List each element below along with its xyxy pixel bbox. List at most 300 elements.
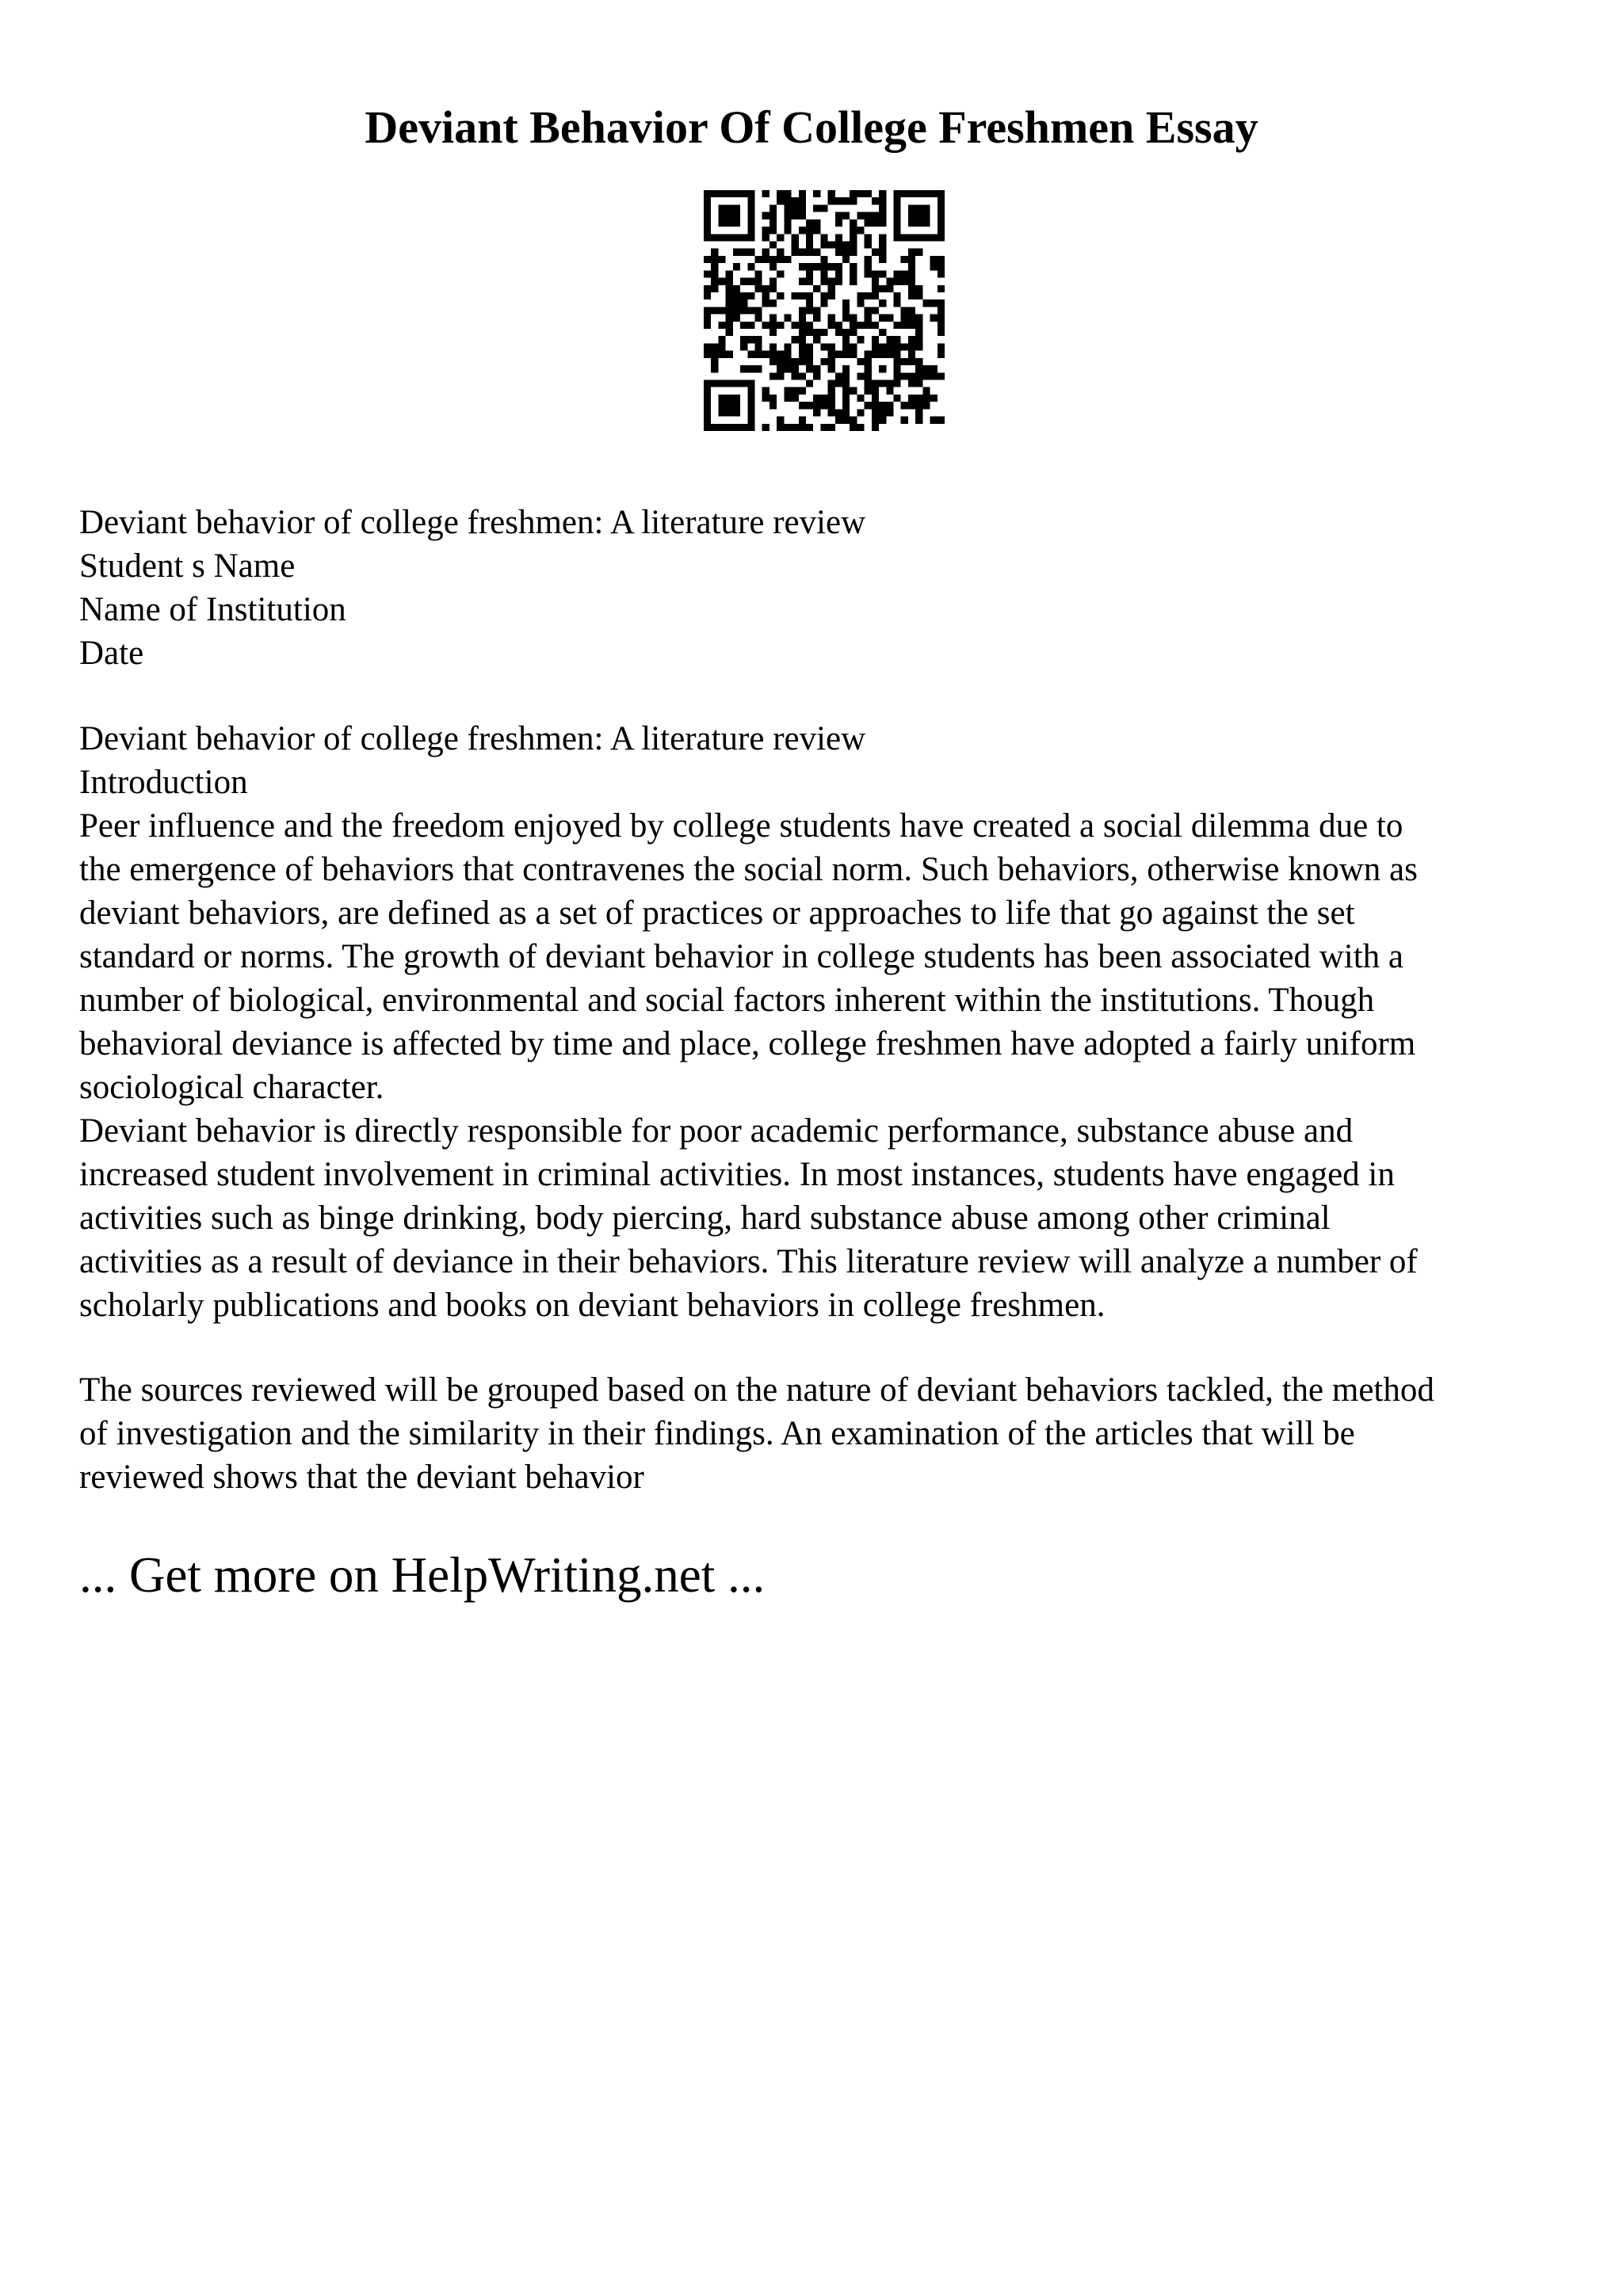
body-text-line: of investigation and the similarity in their findings. An examination of the articles that will be (79, 1415, 1355, 1452)
qr-module (777, 249, 784, 256)
qr-module (806, 270, 813, 277)
qr-module (799, 336, 806, 343)
qr-module (842, 249, 850, 256)
qr-module (828, 351, 835, 358)
qr-module (784, 395, 791, 402)
qr-module (908, 204, 915, 212)
qr-module (872, 322, 879, 329)
qr-module (842, 395, 850, 402)
qr-module (799, 227, 806, 234)
qr-module (726, 380, 733, 387)
qr-module (813, 307, 820, 314)
qr-module (901, 372, 908, 379)
qr-module (828, 197, 835, 204)
qr-module (865, 263, 872, 270)
qr-module (879, 219, 886, 227)
qr-module (930, 365, 938, 372)
qr-module (915, 409, 922, 416)
qr-module (799, 402, 806, 409)
qr-module (908, 351, 915, 358)
qr-module (857, 227, 864, 234)
qr-module (813, 372, 820, 379)
body-heading: Deviant behavior of college freshmen: A literature review (79, 720, 866, 757)
qr-module (915, 212, 922, 219)
qr-module (894, 227, 901, 234)
qr-module (718, 278, 725, 285)
qr-module (894, 351, 901, 358)
qr-module (813, 329, 820, 336)
qr-module (704, 256, 711, 263)
qr-module (828, 358, 835, 365)
qr-module (784, 424, 791, 431)
qr-module (828, 409, 835, 416)
qr-module (894, 336, 901, 343)
qr-module (718, 307, 725, 314)
qr-module (835, 234, 842, 241)
qr-module (908, 219, 915, 227)
qr-module (865, 387, 872, 395)
qr-module (894, 204, 901, 212)
qr-module (842, 409, 850, 416)
qr-module (820, 204, 827, 212)
qr-module (740, 365, 747, 372)
qr-module (806, 424, 813, 431)
get-more-link[interactable]: ... Get more on HelpWriting.net ... (79, 1547, 766, 1603)
qr-module (777, 365, 784, 372)
qr-module (762, 424, 769, 431)
qr-module (850, 270, 857, 277)
qr-module (842, 365, 850, 372)
qr-module (733, 307, 740, 314)
qr-module (754, 278, 762, 285)
qr-module (850, 249, 857, 256)
qr-module (879, 365, 886, 372)
qr-module (733, 409, 740, 416)
qr-module (915, 190, 922, 197)
qr-module (857, 358, 864, 365)
qr-module (850, 322, 857, 329)
qr-module (908, 315, 915, 322)
qr-module (754, 343, 762, 350)
qr-module (922, 212, 930, 219)
qr-module (908, 358, 915, 365)
qr-module (704, 212, 711, 219)
qr-module (813, 315, 820, 322)
qr-module (915, 315, 922, 322)
qr-module (865, 270, 872, 277)
qr-module (908, 307, 915, 314)
qr-module (733, 212, 740, 219)
qr-module (850, 315, 857, 322)
qr-module (813, 409, 820, 416)
qr-module (769, 219, 777, 227)
qr-module (938, 234, 945, 241)
qr-module (938, 190, 945, 197)
qr-module (938, 417, 945, 424)
cover-line-date: Date (79, 635, 144, 672)
qr-module (704, 219, 711, 227)
qr-module (799, 292, 806, 299)
qr-module (806, 241, 813, 248)
qr-module (704, 351, 711, 358)
qr-module (740, 343, 747, 350)
qr-module (740, 336, 747, 343)
qr-module (894, 219, 901, 227)
qr-module (784, 387, 791, 395)
qr-module (930, 417, 938, 424)
qr-module (915, 329, 922, 336)
qr-module (799, 343, 806, 350)
qr-module (813, 227, 820, 234)
qr-module (938, 299, 945, 307)
qr-module (938, 285, 945, 292)
qr-module (762, 322, 769, 329)
qr-module (754, 315, 762, 322)
qr-module (747, 351, 754, 358)
qr-module (820, 278, 827, 285)
qr-module (820, 402, 827, 409)
qr-module (806, 234, 813, 241)
qr-module (865, 212, 872, 219)
qr-module (865, 307, 872, 314)
qr-module (711, 234, 718, 241)
qr-module (938, 197, 945, 204)
qr-module (865, 351, 872, 358)
qr-module (820, 263, 827, 270)
qr-module (769, 278, 777, 285)
essay-body (79, 717, 1553, 1327)
qr-module (726, 204, 733, 212)
qr-module (792, 322, 799, 329)
qr-module (879, 270, 886, 277)
qr-module (894, 372, 901, 379)
qr-module (704, 270, 711, 277)
qr-module (857, 299, 864, 307)
qr-module (784, 343, 791, 350)
qr-module (901, 256, 908, 263)
qr-module (857, 409, 864, 416)
qr-module (747, 292, 754, 299)
qr-module (777, 292, 784, 299)
qr-module (733, 292, 740, 299)
qr-module (930, 263, 938, 270)
qr-module (835, 249, 842, 256)
qr-module (769, 395, 777, 402)
qr-module (740, 307, 747, 314)
qr-module (922, 387, 930, 395)
qr-module (850, 417, 857, 424)
qr-module (762, 227, 769, 234)
qr-module (704, 424, 711, 431)
qr-module (886, 380, 893, 387)
qr-module (865, 365, 872, 372)
qr-module (908, 263, 915, 270)
qr-module (842, 402, 850, 409)
qr-module (733, 263, 740, 270)
qr-module (894, 380, 901, 387)
qr-module (820, 395, 827, 402)
qr-module (828, 424, 835, 431)
qr-module (762, 292, 769, 299)
qr-module (726, 190, 733, 197)
qr-module (792, 212, 799, 219)
qr-module (726, 329, 733, 336)
qr-module (762, 256, 769, 263)
qr-module (718, 380, 725, 387)
qr-module (711, 263, 718, 270)
qr-module (850, 424, 857, 431)
qr-module (872, 278, 879, 285)
qr-module (704, 402, 711, 409)
qr-module (792, 365, 799, 372)
qr-module (718, 204, 725, 212)
qr-module (886, 343, 893, 350)
qr-module (835, 409, 842, 416)
qr-module (828, 322, 835, 329)
qr-module (704, 190, 711, 197)
qr-module (879, 315, 886, 322)
qr-module (711, 249, 718, 256)
qr-module (901, 402, 908, 409)
qr-module (718, 424, 725, 431)
qr-module (835, 212, 842, 219)
qr-module (879, 249, 886, 256)
qr-module (879, 234, 886, 241)
qr-module (704, 234, 711, 241)
qr-module (908, 212, 915, 219)
qr-module (813, 190, 820, 197)
qr-module (711, 190, 718, 197)
qr-module (938, 329, 945, 336)
qr-module (879, 204, 886, 212)
qr-module (850, 241, 857, 248)
qr-module (726, 351, 733, 358)
qr-module (769, 299, 777, 307)
qr-module (726, 409, 733, 416)
qr-module (865, 219, 872, 227)
qr-module (938, 219, 945, 227)
qr-module (718, 234, 725, 241)
qr-module (747, 219, 754, 227)
qr-module (733, 424, 740, 431)
qr-module (901, 278, 908, 285)
qr-module (740, 292, 747, 299)
qr-module (777, 256, 784, 263)
qr-module (754, 270, 762, 277)
qr-module (850, 234, 857, 241)
qr-module (872, 270, 879, 277)
qr-module (740, 278, 747, 285)
qr-module (922, 234, 930, 241)
qr-module (711, 343, 718, 350)
qr-module (792, 204, 799, 212)
qr-module (894, 343, 901, 350)
qr-module (894, 322, 901, 329)
qr-module (872, 343, 879, 350)
qr-module (901, 315, 908, 322)
qr-module (938, 263, 945, 270)
qr-module (777, 197, 784, 204)
qr-module (704, 292, 711, 299)
qr-module (792, 234, 799, 241)
qr-module (915, 395, 922, 402)
qr-module (704, 227, 711, 234)
qr-module (747, 380, 754, 387)
qr-module (857, 372, 864, 379)
qr-module (879, 417, 886, 424)
qr-module (784, 358, 791, 365)
qr-module (865, 292, 872, 299)
qr-module (799, 329, 806, 336)
qr-module (740, 299, 747, 307)
qr-module (828, 402, 835, 409)
qr-module (754, 307, 762, 314)
qr-module (704, 417, 711, 424)
qr-module (922, 219, 930, 227)
qr-module (850, 387, 857, 395)
qr-module (894, 278, 901, 285)
qr-module (777, 417, 784, 424)
qr-module (886, 285, 893, 292)
qr-module (799, 263, 806, 270)
qr-module (784, 212, 791, 219)
body-text-line: Peer influence and the freedom enjoyed by college students have created a social dilemma due to (79, 807, 1403, 845)
qr-module (754, 256, 762, 263)
qr-module (733, 315, 740, 322)
qr-module (726, 322, 733, 329)
qr-module (784, 365, 791, 372)
qr-module (879, 343, 886, 350)
qr-module (799, 190, 806, 197)
qr-module (915, 204, 922, 212)
qr-module (726, 234, 733, 241)
qr-module (930, 372, 938, 379)
qr-module (835, 270, 842, 277)
qr-module (879, 256, 886, 263)
qr-module (777, 351, 784, 358)
qr-module (813, 285, 820, 292)
qr-module (784, 219, 791, 227)
qr-module (835, 278, 842, 285)
qr-module (872, 307, 879, 314)
qr-module (747, 204, 754, 212)
qr-module (747, 197, 754, 204)
qr-module (726, 307, 733, 314)
qr-module (718, 322, 725, 329)
qr-module (842, 336, 850, 343)
qr-module (908, 249, 915, 256)
qr-module (747, 263, 754, 270)
body-text-line: reviewed shows that the deviant behavior (79, 1459, 644, 1496)
qr-module (835, 241, 842, 248)
qr-module (820, 270, 827, 277)
qr-module (711, 351, 718, 358)
qr-module (938, 270, 945, 277)
qr-module (872, 292, 879, 299)
qr-module (938, 372, 945, 379)
qr-module (777, 372, 784, 379)
qr-module (806, 402, 813, 409)
qr-module (835, 417, 842, 424)
qr-module (726, 315, 733, 322)
qr-module (872, 336, 879, 343)
qr-module (762, 387, 769, 395)
qr-module (908, 402, 915, 409)
qr-module (711, 365, 718, 372)
qr-module (930, 190, 938, 197)
qr-module (718, 190, 725, 197)
qr-module (938, 204, 945, 212)
qr-module (792, 372, 799, 379)
qr-module (879, 402, 886, 409)
qr-module (733, 249, 740, 256)
qr-module (842, 380, 850, 387)
qr-module (828, 387, 835, 395)
qr-module (820, 424, 827, 431)
qr-module (886, 336, 893, 343)
qr-module (747, 322, 754, 329)
qr-module (704, 387, 711, 395)
body-text-line: increased student involvement in criminal activities. In most instances, students have engaged in (79, 1156, 1395, 1193)
qr-module (754, 365, 762, 372)
qr-module (806, 343, 813, 350)
qr-module (835, 197, 842, 204)
qr-module (930, 299, 938, 307)
qr-module (726, 270, 733, 277)
qr-module (726, 424, 733, 431)
qr-module (894, 299, 901, 307)
qr-module (799, 204, 806, 212)
qr-module (850, 227, 857, 234)
qr-module (879, 285, 886, 292)
qr-module (857, 336, 864, 343)
qr-module (828, 263, 835, 270)
qr-module (835, 322, 842, 329)
qr-module (799, 351, 806, 358)
qr-module (915, 343, 922, 350)
qr-module (872, 219, 879, 227)
qr-module (828, 380, 835, 387)
qr-module (872, 417, 879, 424)
qr-module (901, 270, 908, 277)
qr-module (820, 292, 827, 299)
qr-module (769, 227, 777, 234)
body-text-line: number of biological, environmental and social factors inherent within the institutions. Though (79, 982, 1375, 1019)
qr-module (894, 358, 901, 365)
qr-module (842, 315, 850, 322)
qr-module (806, 219, 813, 227)
qr-module (938, 343, 945, 350)
qr-module (938, 322, 945, 329)
qr-module (857, 190, 864, 197)
qr-module (769, 241, 777, 248)
qr-module (901, 417, 908, 424)
qr-module (726, 292, 733, 299)
qr-module (835, 263, 842, 270)
qr-module (820, 299, 827, 307)
qr-module (799, 278, 806, 285)
qr-module (879, 380, 886, 387)
qr-module (813, 219, 820, 227)
qr-module (930, 234, 938, 241)
qr-module (865, 372, 872, 379)
qr-module (792, 395, 799, 402)
qr-module (704, 307, 711, 314)
qr-module (740, 249, 747, 256)
qr-module (901, 307, 908, 314)
qr-module (842, 299, 850, 307)
qr-module (850, 190, 857, 197)
